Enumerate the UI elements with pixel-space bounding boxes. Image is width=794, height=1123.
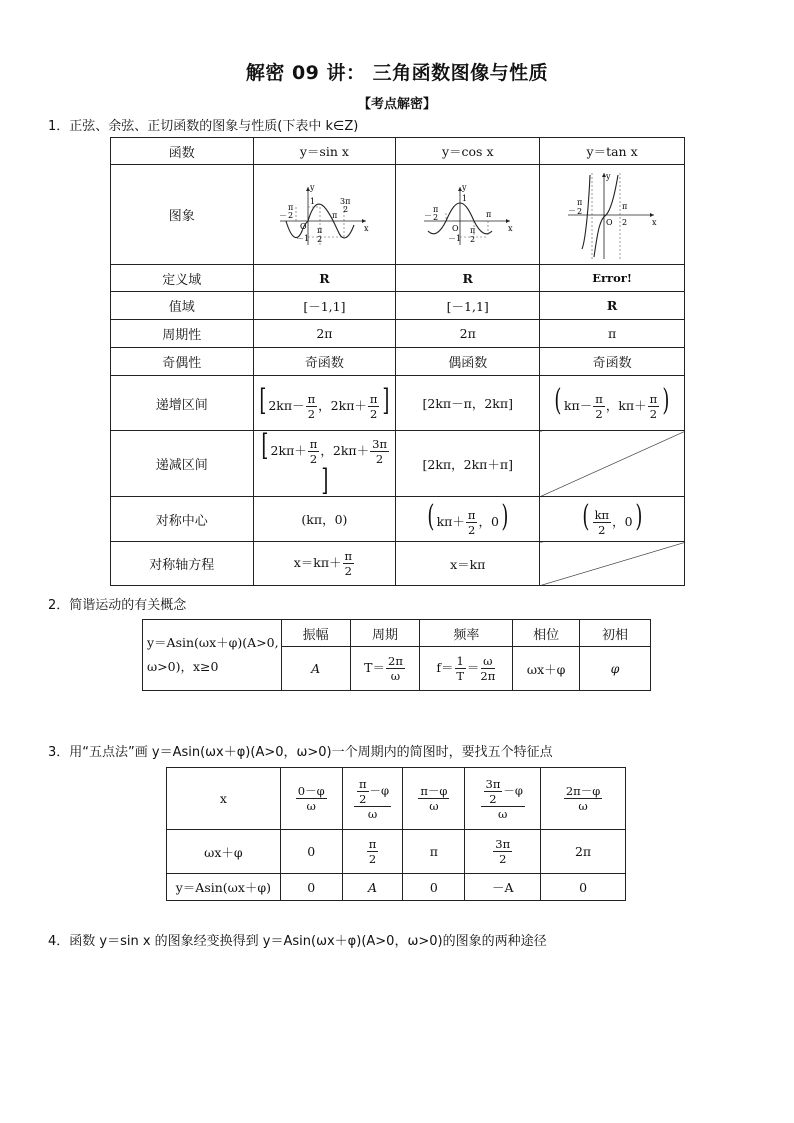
phase-cell-2: $\frac{\pi}{2}$ (342, 830, 403, 874)
cos-tick-neg-pi2-den: 2 (432, 212, 438, 222)
sin-tick-minus: － (279, 210, 288, 220)
row-label-period: 周期性 (111, 320, 254, 348)
row-label-phase: ωx＋φ (167, 830, 281, 874)
tan-tick-pi2-num: π (622, 201, 628, 211)
cos-tick-neg-pi2-num: π (432, 204, 438, 214)
tan-tick-neg-pi2-num: π (577, 197, 583, 207)
header-phase: 相位 (513, 620, 580, 647)
row-label-axis: 对称轴方程 (111, 542, 254, 586)
table-row (143, 620, 651, 647)
harmonic-motion-table (142, 619, 651, 691)
sin-tick-neg-pi2-num: π (288, 202, 294, 212)
table-row (111, 165, 685, 265)
cos-x-label: x (507, 223, 513, 233)
cos-parity: 偶函数 (396, 348, 540, 376)
cos-graph-cell (396, 165, 540, 265)
frequency-value: f＝ $\frac{1}{T}$ ＝ $\frac{\omega}{2\pi}$ (420, 647, 513, 691)
sin-center: (kπ，0) (253, 497, 396, 542)
sin-range: [－1,1] (253, 292, 396, 320)
row-label-decreasing: 递减区间 (111, 431, 254, 497)
table-row (111, 138, 685, 165)
five-point-table (166, 767, 626, 901)
cos-decreasing: [2kπ，2kπ＋π] (396, 431, 540, 497)
cos-tick-pi: π (485, 209, 491, 219)
amplitude-value: A (281, 647, 350, 691)
x-cell-4: $\frac{3\pi}{2}$ －φ ω (465, 768, 541, 830)
table-row (167, 768, 626, 830)
sin-tick-pi2-den: 2 (317, 234, 323, 244)
section2-heading: 2．简谐运动的有关概念 (48, 598, 187, 613)
sin-tick-pi: π (332, 210, 338, 220)
cos-range: [－1,1] (396, 292, 540, 320)
table-row (111, 348, 685, 376)
sin-one-label: 1 (310, 196, 316, 206)
row-label-center: 对称中心 (111, 497, 254, 542)
sin-axis: x＝kπ＋ $\frac{\pi}{2}$ (253, 542, 396, 586)
table-row (167, 830, 626, 874)
cos-origin-label: O (451, 223, 459, 233)
header-cos: y＝cos x (396, 138, 540, 165)
harmonic-lead-line2: ω>0)，x≥0 (147, 659, 219, 674)
phase-cell-4: $\frac{3\pi}{2}$ (465, 830, 541, 874)
table-row (111, 542, 685, 586)
y-cell-1: 0 (280, 874, 342, 901)
page-title: 解密 09 讲： 三角函数图像与性质 (245, 62, 549, 84)
tan-range: R (540, 292, 685, 320)
y-cell-3: 0 (403, 874, 465, 901)
tan-axis-empty (540, 542, 685, 586)
sin-y-label: y (310, 182, 315, 192)
cos-tick-minus: － (423, 210, 432, 220)
cos-increasing: [2kπ－π，2kπ] (396, 376, 540, 431)
sin-graph-cell (253, 165, 396, 265)
section1-heading: 1．正弦、余弦、正切函数的图象与性质(下表中 k∈Z) (48, 119, 359, 134)
header-tan: y＝tan x (540, 138, 685, 165)
tan-period: π (540, 320, 685, 348)
y-cell-2: A (342, 874, 403, 901)
header-period: 周期 (350, 620, 420, 647)
tan-y-label: y (606, 171, 611, 181)
tan-origin-label: O (606, 217, 613, 227)
cos-domain: R (396, 265, 540, 292)
sin-tick-pi2-num: π (317, 225, 323, 235)
row-label-y: y＝Asin(ωx＋φ) (167, 874, 281, 901)
cos-tick-pi2-num: π (469, 225, 475, 235)
section-subtitle: 【考点解密】 (357, 97, 436, 112)
cos-neg1-label: －1 (447, 233, 461, 243)
cos-one-label: 1 (461, 193, 467, 203)
row-label-parity: 奇偶性 (111, 348, 254, 376)
x-cell-1: $\frac{0-\varphi}{\omega}$ (280, 768, 342, 830)
period-value: T＝ $\frac{2\pi}{\omega}$ (350, 647, 420, 691)
tan-center: ( $\frac{k\pi}{2}$ ，0) (540, 497, 685, 542)
tan-graph (564, 169, 660, 261)
sin-x-label: x (364, 223, 369, 233)
sin-increasing: [ 2kπ－ $\frac{\pi}{2}$ ，2kπ＋ $\frac{\pi}{2}$ ] (253, 376, 396, 431)
x-cell-2: $\frac{\pi}{2}$ －φ ω (342, 768, 403, 830)
phase-cell-5: 2π (541, 830, 626, 874)
header-amplitude: 振幅 (281, 620, 350, 647)
table-row (111, 265, 685, 292)
row-label-range: 值域 (111, 292, 254, 320)
harmonic-lead-line1: y＝Asin(ωx＋φ)(A>0, (147, 635, 279, 650)
section4-heading: 4．函数 y＝sin x 的图象经变换得到 y＝Asin(ωx＋φ)(A>0，ω>0)的图象的两种途径 (48, 934, 547, 949)
sin-graph (276, 179, 372, 251)
sin-period: 2π (253, 320, 396, 348)
table-row (167, 874, 626, 901)
section3-heading: 3．用“五点法”画 y＝Asin(ωx＋φ)(A>0，ω>0)一个周期内的简图时，要找五个特征点 (48, 745, 553, 760)
x-cell-3: $\frac{\pi-\varphi}{\omega}$ (403, 768, 465, 830)
sin-tick-3pi2-num: 3π (340, 196, 351, 206)
table-row (111, 376, 685, 431)
sin-parity: 奇函数 (253, 348, 396, 376)
row-label-domain: 定义域 (111, 265, 254, 292)
sin-origin-label: O (300, 221, 307, 231)
table-row (111, 497, 685, 542)
sin-tick-neg-pi2-den: 2 (288, 210, 294, 220)
sin-domain: R (253, 265, 396, 292)
tan-tick-neg-pi2-den: 2 (577, 206, 583, 216)
sin-decreasing: [ 2kπ＋ $\frac{\pi}{2}$ ，2kπ＋ $\frac{3\pi}{2}$ ] (253, 431, 396, 497)
phase-cell-3: π (403, 830, 465, 874)
cos-period: 2π (396, 320, 540, 348)
cos-y-label: y (461, 182, 467, 192)
cos-graph (420, 179, 516, 251)
row-label-increasing: 递增区间 (111, 376, 254, 431)
header-initial-phase: 初相 (580, 620, 651, 647)
header-frequency: 频率 (420, 620, 513, 647)
sin-neg1-label: －1 (296, 233, 310, 243)
initial-phase-value: φ (580, 647, 651, 691)
tan-decreasing-empty (540, 431, 685, 497)
tan-tick-pi2-den: 2 (622, 217, 628, 227)
harmonic-lead (143, 620, 282, 691)
y-cell-4: －A (465, 874, 541, 901)
tan-x-label: x (652, 217, 657, 227)
graph-label: 图象 (111, 165, 254, 265)
cos-axis: x＝kπ (396, 542, 540, 586)
header-function: 函数 (111, 138, 254, 165)
y-cell-5: 0 (541, 874, 626, 901)
table-row (111, 320, 685, 348)
phase-value: ωx＋φ (513, 647, 580, 691)
cos-tick-pi2-den: 2 (469, 234, 475, 244)
x-cell-5: $\frac{2\pi-\varphi}{\omega}$ (541, 768, 626, 830)
trig-properties-table (110, 137, 685, 586)
tan-domain: Error! (540, 265, 685, 292)
table-row (111, 292, 685, 320)
tan-increasing: ( kπ－ $\frac{\pi}{2}$ ，kπ＋ $\frac{\pi}{2}$ ) (540, 376, 685, 431)
table-row (111, 431, 685, 497)
header-sin: y＝sin x (253, 138, 396, 165)
tan-parity: 奇函数 (540, 348, 685, 376)
row-label-x: x (167, 768, 281, 830)
cos-center: ( kπ＋ $\frac{\pi}{2}$ ，0) (396, 497, 540, 542)
phase-cell-1: 0 (280, 830, 342, 874)
tan-graph-cell (540, 165, 685, 265)
tan-tick-minus: － (568, 205, 577, 215)
sin-tick-3pi2-den: 2 (343, 204, 349, 214)
